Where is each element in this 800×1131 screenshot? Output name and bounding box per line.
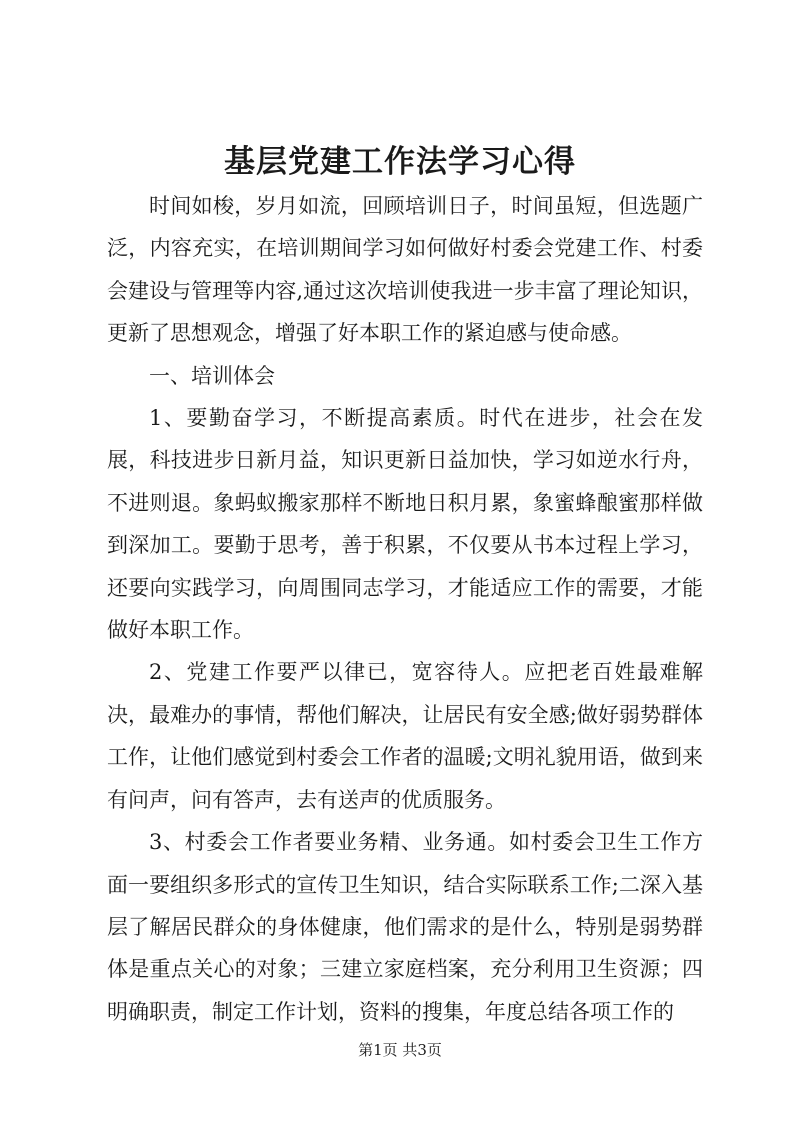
page-number-footer: 第1页 共3页 (358, 1041, 442, 1059)
paragraph-intro: 时间如梭，岁月如流，回顾培训日子，时间虽短，但选题广泛，内容充实，在培训期间学习如何做好村委会党建工作、村委会建设与管理等内容,通过这次培训使我进一步丰富了理论知识，更新了思想观念，增强了好本职工作的紧迫感与使命感。 (107, 194, 703, 346)
page-title: 基层党建工作法学习心得 (224, 144, 576, 180)
section-heading: 一、培训体会 (149, 363, 275, 388)
paragraph-point-2: 2、党建工作要严以律已，宽容待人。应把老百姓最难解决，最难办的事情，帮他们解决，让居民有安全感;做好弱势群体工作，让他们感觉到村委会工作者的温暖;文明礼貌用语，做到来有问声，问有答声，去有送声的优质服务。 (107, 660, 703, 812)
paragraph-point-3: 3、村委会工作者要业务精、业务通。如村委会卫生工作方面一要组织多形式的宣传卫生知识，结合实际联系工作;二深入基层了解居民群众的身体健康，他们需求的是什么，特别是弱势群体是重点关心的对象；三建立家庭档案，充分利用卫生资源；四明确职责，制定工作计划，资料的搜集，年度总结各项工作的 (107, 830, 703, 1024)
document-body (107, 185, 703, 1033)
paragraph-point-1: 1、要勤奋学习，不断提高素质。时代在进步，社会在发展，科技进步日新月益，知识更新日益加快，学习如逆水行舟，不进则退。象蚂蚁搬家那样不断地日积月累，象蜜蜂酿蜜那样做到深加工。要勤于思考，善于积累，不仅要从书本过程上学习，还要向实践学习，向周围同志学习，才能适应工作的需要，才能做好本职工作。 (107, 406, 703, 643)
